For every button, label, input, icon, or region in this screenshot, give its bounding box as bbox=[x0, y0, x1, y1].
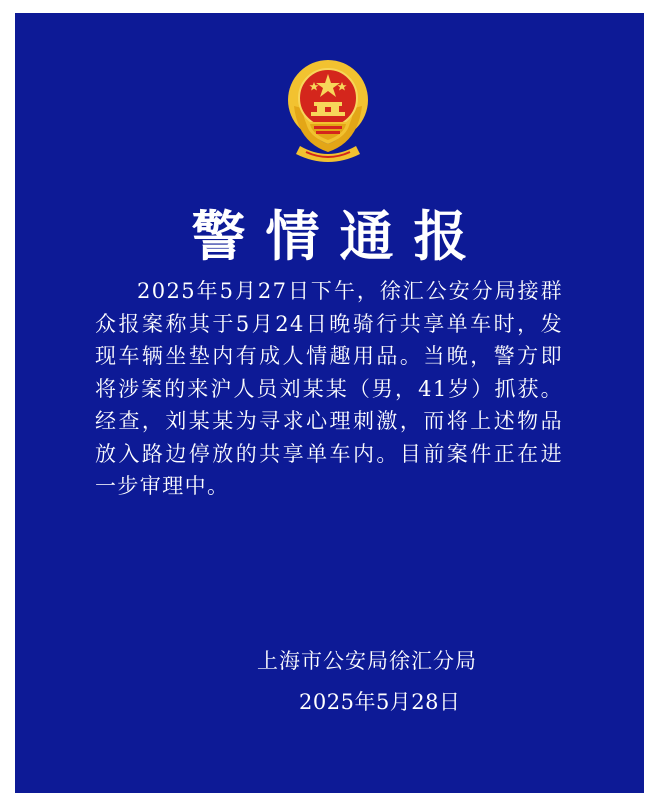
notice-title: 警情通报 bbox=[191, 204, 488, 268]
police-emblem-icon bbox=[284, 56, 372, 168]
police-notice bbox=[15, 13, 644, 793]
issue-date: 2025年5月28日 bbox=[299, 690, 461, 714]
issuer-name: 上海市公安局徐汇分局 bbox=[257, 649, 477, 673]
notice-body: 2025年5月27日下午，徐汇公安分局接群众报案称其于5月24日晚骑行共享单车时，发现车辆坐垫内有成人情趣用品。当晚，警方即将涉案的来沪人员刘某某（男，41岁）抓获。经查，刘某某为寻求心理刺激，而将上述物品放入路边停放的共享单车内。目前案件正在进一步审理中。 bbox=[95, 279, 563, 498]
